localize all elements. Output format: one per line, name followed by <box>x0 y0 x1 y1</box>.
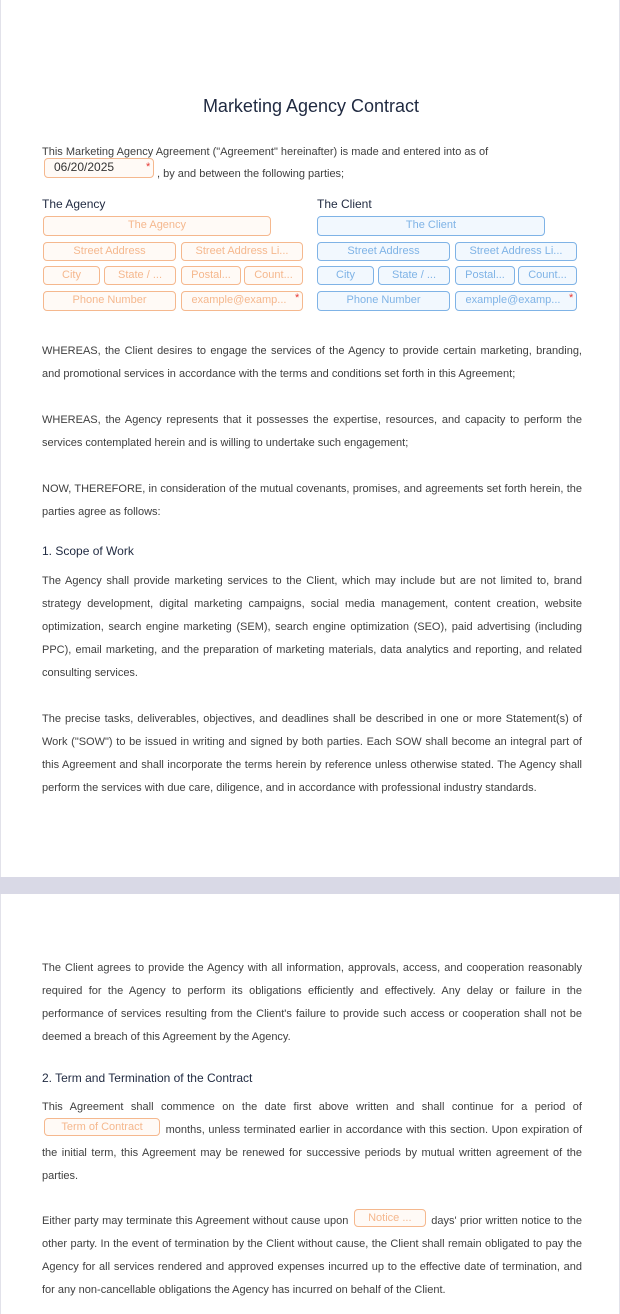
section-1-paragraph-1: The Agency shall provide marketing services to the Client, which may include but are not limited to, brand strategy development, digital marketing campaigns, social media management, content creation, website optimization, search engine marketing (SEM), search engine optimization (SEO), paid advertising (including PPC), email marketing, and the preparation of marketing materials, data analytics and reporting, and related consulting services. <box>42 575 582 679</box>
whereas-paragraph-2: WHEREAS, the Agency represents that it possesses the expertise, resources, and capacity to perform the services contemplated herein and is willing to undertake such engagement; <box>42 414 582 449</box>
notice-period-input[interactable]: Notice ... <box>354 1209 426 1227</box>
section-1-paragraph-2: The precise tasks, deliverables, objectives, and deadlines shall be described in one or more Statement(s) of Work ("SOW") to be issued in writing and signed by both parties. Each SOW shall become an integral part of this Agreement and shall incorporate the terms herein by reference unless otherwise stated. The Agency shall perform the services with due care, diligence, and in accordance with professional industry standards. <box>42 713 582 794</box>
client-country-input[interactable]: Count... <box>518 266 577 285</box>
intro-text-after: , by and between the following parties; <box>157 168 345 180</box>
client-name-input[interactable]: The Client <box>317 216 545 236</box>
agency-city-input[interactable]: City <box>43 266 100 285</box>
term-of-contract-input[interactable]: Term of Contract <box>44 1118 160 1136</box>
section-2-paragraph-2 <box>42 1210 582 1302</box>
agency-state-input[interactable]: State / ... <box>104 266 176 285</box>
agency-postal-input[interactable]: Postal... <box>181 266 241 285</box>
page-title: Marketing Agency Contract <box>202 96 420 116</box>
agency-phone-input[interactable]: Phone Number <box>43 291 176 311</box>
agency-street2-input[interactable]: Street Address Li... <box>181 242 303 261</box>
section-1-paragraph-3: The Client agrees to provide the Agency with all information, approvals, access, and cooperation reasonably required for the Agency to perform its obligations efficiently and effectively. Any delay or failure in the performance of services resulting from the Client's failure to provide such access or cooperation shall not be deemed a breach of this Agreement by the Agency. <box>42 962 582 1043</box>
agency-street-input[interactable]: Street Address <box>43 242 176 261</box>
required-asterisk: * <box>295 292 300 304</box>
agency-country-input[interactable]: Count... <box>244 266 303 285</box>
now-therefore-paragraph: NOW, THEREFORE, in consideration of the mutual covenants, promises, and agreements set forth herein, the parties agree as follows: <box>42 483 582 518</box>
client-street2-input[interactable]: Street Address Li... <box>455 242 577 261</box>
agency-heading: The Agency <box>42 197 106 211</box>
agreement-date-field[interactable]: 06/20/2025 <box>44 158 154 178</box>
section-2-heading: 2. Term and Termination of the Contract <box>42 1071 253 1085</box>
client-phone-input[interactable]: Phone Number <box>317 291 450 311</box>
notice-text-before: Either party may terminate this Agreement without cause upon <box>42 1215 349 1227</box>
section-2-paragraph-1 <box>42 1096 582 1188</box>
client-street-input[interactable]: Street Address <box>317 242 450 261</box>
term-text-before: This Agreement shall commence on the date first above written and shall continue for a period of <box>42 1101 582 1113</box>
agency-name-input[interactable]: The Agency <box>43 216 271 236</box>
required-asterisk: * <box>146 161 151 173</box>
client-postal-input[interactable]: Postal... <box>455 266 515 285</box>
client-heading: The Client <box>317 197 372 211</box>
required-asterisk: * <box>569 292 574 304</box>
intro-text: This Marketing Agency Agreement ("Agreement" hereinafter) is made and entered into as of <box>42 146 489 158</box>
whereas-paragraph-1: WHEREAS, the Client desires to engage the services of the Agency to provide certain marketing, branding, and promotional services in accordance with the terms and conditions set forth in this Agreement; <box>42 345 582 380</box>
document-page-2 <box>0 894 620 1314</box>
client-email-input[interactable]: example@examp... <box>455 291 577 311</box>
notice-text-after: days' prior written notice to the other party. In the event of termination by the Client without cause, the Client shall remain obligated to pay the Agency for all services rendered and approved expenses incurred up to the effective date of termination, and for any non-cancellable obligations the Agency has incurred on behalf of the Client. <box>42 1215 583 1296</box>
client-state-input[interactable]: State / ... <box>378 266 450 285</box>
agency-email-input[interactable]: example@examp... <box>181 291 303 311</box>
client-city-input[interactable]: City <box>317 266 374 285</box>
term-text-after: months, unless terminated earlier in accordance with this section. Upon expiration of the initial term, this Agreement may be renewed for successive periods by mutual written agreement of the parties. <box>42 1124 583 1182</box>
section-1-heading: 1. Scope of Work <box>42 544 134 558</box>
